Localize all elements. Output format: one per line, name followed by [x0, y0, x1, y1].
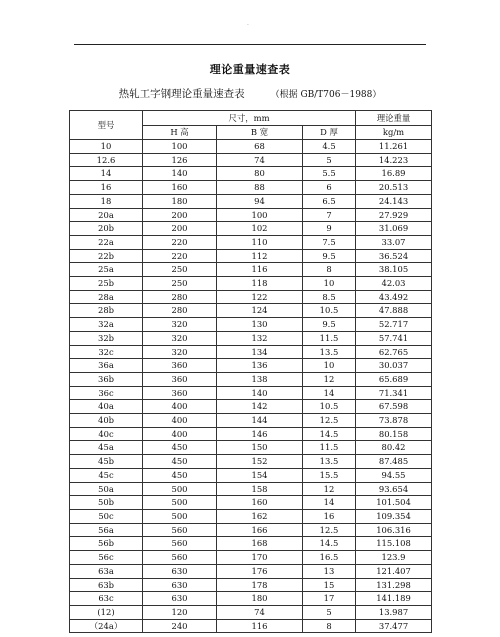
- cell-height: 630: [143, 578, 217, 592]
- cell-width: 166: [217, 523, 303, 537]
- cell-model: 50c: [70, 509, 143, 523]
- cell-thickness: 15.5: [303, 468, 356, 482]
- table-row: [70, 331, 432, 345]
- cell-width: 124: [217, 304, 303, 318]
- table-body: [70, 140, 432, 633]
- table-row: [70, 277, 432, 291]
- cell-thickness: 6: [303, 181, 356, 195]
- cell-height: 400: [143, 400, 217, 414]
- cell-width: 142: [217, 400, 303, 414]
- cell-width: 138: [217, 372, 303, 386]
- header-weight: 理论重量: [356, 111, 432, 126]
- cell-thickness: 9.5: [303, 318, 356, 332]
- cell-height: 360: [143, 386, 217, 400]
- cell-height: 630: [143, 564, 217, 578]
- cell-height: 100: [143, 140, 217, 154]
- cell-model: 40b: [70, 414, 143, 428]
- cell-height: 280: [143, 290, 217, 304]
- cell-weight: 47.888: [356, 304, 432, 318]
- cell-width: 122: [217, 290, 303, 304]
- cell-height: 220: [143, 249, 217, 263]
- table-row: [70, 359, 432, 373]
- table-row: [70, 564, 432, 578]
- cell-thickness: 10: [303, 277, 356, 291]
- cell-weight: 94.55: [356, 468, 432, 482]
- cell-width: 80: [217, 167, 303, 181]
- cell-weight: 141.189: [356, 592, 432, 606]
- cell-thickness: 12.5: [303, 523, 356, 537]
- cell-thickness: 6.5: [303, 194, 356, 208]
- cell-height: 200: [143, 222, 217, 236]
- cell-width: 152: [217, 455, 303, 469]
- top-mark: ·: [247, 22, 249, 29]
- cell-width: 100: [217, 208, 303, 222]
- cell-weight: 62.765: [356, 345, 432, 359]
- cell-thickness: 5.5: [303, 167, 356, 181]
- cell-width: 134: [217, 345, 303, 359]
- cell-width: 154: [217, 468, 303, 482]
- table-row: [70, 496, 432, 510]
- table-title: 热轧工字钢理论重量速查表: [118, 88, 245, 100]
- cell-height: 500: [143, 496, 217, 510]
- cell-weight: 42.03: [356, 277, 432, 291]
- cell-thickness: 17: [303, 592, 356, 606]
- cell-model: 45a: [70, 441, 143, 455]
- cell-thickness: 8.5: [303, 290, 356, 304]
- cell-model: 56c: [70, 551, 143, 565]
- cell-model: 22b: [70, 249, 143, 263]
- header-rule: [74, 44, 426, 45]
- cell-weight: 57.741: [356, 331, 432, 345]
- cell-thickness: 14.5: [303, 427, 356, 441]
- cell-model: 63b: [70, 578, 143, 592]
- cell-model: 36b: [70, 372, 143, 386]
- cell-height: 250: [143, 277, 217, 291]
- table-title-line: [0, 86, 500, 101]
- cell-weight: 101.504: [356, 496, 432, 510]
- table-row: [70, 578, 432, 592]
- cell-weight: 30.037: [356, 359, 432, 373]
- cell-thickness: 14: [303, 496, 356, 510]
- cell-width: 170: [217, 551, 303, 565]
- cell-model: 56b: [70, 537, 143, 551]
- header-d: D 厚: [303, 126, 356, 140]
- cell-thickness: 14: [303, 386, 356, 400]
- table-row: [70, 400, 432, 414]
- cell-weight: 33.07: [356, 235, 432, 249]
- cell-height: 200: [143, 208, 217, 222]
- cell-height: 360: [143, 359, 217, 373]
- cell-model: 18: [70, 194, 143, 208]
- table-row: [70, 523, 432, 537]
- cell-width: 136: [217, 359, 303, 373]
- cell-model: 32b: [70, 331, 143, 345]
- table-row: [70, 345, 432, 359]
- cell-thickness: 7.5: [303, 235, 356, 249]
- cell-height: 450: [143, 455, 217, 469]
- cell-thickness: 5: [303, 605, 356, 619]
- cell-height: 400: [143, 414, 217, 428]
- cell-width: 178: [217, 578, 303, 592]
- cell-weight: 27.929: [356, 208, 432, 222]
- cell-thickness: 16: [303, 509, 356, 523]
- cell-weight: 37.477: [356, 619, 432, 633]
- table-row: [70, 194, 432, 208]
- cell-weight: 71.341: [356, 386, 432, 400]
- cell-model: 45b: [70, 455, 143, 469]
- cell-thickness: 10.5: [303, 400, 356, 414]
- table-row: [70, 372, 432, 386]
- cell-height: 450: [143, 468, 217, 482]
- cell-height: 180: [143, 194, 217, 208]
- table-row: [70, 208, 432, 222]
- cell-thickness: 9: [303, 222, 356, 236]
- cell-thickness: 8: [303, 263, 356, 277]
- table-row: [70, 427, 432, 441]
- cell-width: 116: [217, 263, 303, 277]
- table-row: [70, 386, 432, 400]
- cell-weight: 31.069: [356, 222, 432, 236]
- cell-height: 400: [143, 427, 217, 441]
- cell-weight: 38.105: [356, 263, 432, 277]
- cell-thickness: 12: [303, 482, 356, 496]
- cell-width: 162: [217, 509, 303, 523]
- cell-width: 180: [217, 592, 303, 606]
- cell-model: 25b: [70, 277, 143, 291]
- cell-height: 560: [143, 551, 217, 565]
- table-row: [70, 455, 432, 469]
- cell-width: 176: [217, 564, 303, 578]
- cell-weight: 106.316: [356, 523, 432, 537]
- cell-width: 110: [217, 235, 303, 249]
- cell-model: 28b: [70, 304, 143, 318]
- cell-width: 94: [217, 194, 303, 208]
- cell-model: 63a: [70, 564, 143, 578]
- i-beam-weight-table: [69, 110, 432, 633]
- table-header: [70, 111, 432, 140]
- table-row: [70, 235, 432, 249]
- header-weight-unit: kg/m: [356, 126, 432, 140]
- cell-height: 126: [143, 153, 217, 167]
- table-row: [70, 304, 432, 318]
- cell-model: 12.6: [70, 153, 143, 167]
- standard-note: （根据 GB/T706－1988）: [270, 90, 382, 100]
- cell-width: 158: [217, 482, 303, 496]
- cell-thickness: 11.5: [303, 331, 356, 345]
- cell-weight: 52.717: [356, 318, 432, 332]
- cell-width: 144: [217, 414, 303, 428]
- cell-width: 130: [217, 318, 303, 332]
- cell-width: 150: [217, 441, 303, 455]
- cell-weight: 36.524: [356, 249, 432, 263]
- table-row: [70, 619, 432, 633]
- doc-title: 理论重量速查表: [209, 63, 291, 76]
- cell-thickness: 7: [303, 208, 356, 222]
- cell-width: 112: [217, 249, 303, 263]
- cell-model: 20a: [70, 208, 143, 222]
- cell-weight: 80.158: [356, 427, 432, 441]
- cell-model: 16: [70, 181, 143, 195]
- cell-thickness: 8: [303, 619, 356, 633]
- cell-width: 118: [217, 277, 303, 291]
- cell-model: 28a: [70, 290, 143, 304]
- cell-width: 68: [217, 140, 303, 154]
- cell-height: 630: [143, 592, 217, 606]
- cell-weight: 67.598: [356, 400, 432, 414]
- cell-thickness: 12.5: [303, 414, 356, 428]
- table-row: [70, 249, 432, 263]
- cell-width: 146: [217, 427, 303, 441]
- cell-height: 120: [143, 605, 217, 619]
- cell-height: 140: [143, 167, 217, 181]
- cell-thickness: 12: [303, 372, 356, 386]
- cell-weight: 65.689: [356, 372, 432, 386]
- cell-model: 25a: [70, 263, 143, 277]
- table-row: [70, 414, 432, 428]
- table-row: [70, 482, 432, 496]
- cell-model: 36c: [70, 386, 143, 400]
- cell-height: 240: [143, 619, 217, 633]
- cell-weight: 80.42: [356, 441, 432, 455]
- table-row: [70, 222, 432, 236]
- cell-height: 560: [143, 537, 217, 551]
- cell-thickness: 5: [303, 153, 356, 167]
- cell-height: 500: [143, 509, 217, 523]
- cell-weight: 14.223: [356, 153, 432, 167]
- table-row: [70, 592, 432, 606]
- cell-model: 40a: [70, 400, 143, 414]
- cell-model: 56a: [70, 523, 143, 537]
- cell-height: 160: [143, 181, 217, 195]
- cell-model: 32a: [70, 318, 143, 332]
- cell-model: 50b: [70, 496, 143, 510]
- cell-width: 88: [217, 181, 303, 195]
- cell-model: 36a: [70, 359, 143, 373]
- cell-thickness: 13.5: [303, 345, 356, 359]
- cell-weight: 43.492: [356, 290, 432, 304]
- cell-width: 140: [217, 386, 303, 400]
- cell-weight: 11.261: [356, 140, 432, 154]
- cell-width: 160: [217, 496, 303, 510]
- cell-model: （24a）: [70, 619, 143, 633]
- cell-height: 500: [143, 482, 217, 496]
- table-row: [70, 551, 432, 565]
- cell-weight: 20.513: [356, 181, 432, 195]
- cell-width: 132: [217, 331, 303, 345]
- cell-height: 360: [143, 372, 217, 386]
- cell-weight: 121.407: [356, 564, 432, 578]
- table-row: [70, 263, 432, 277]
- cell-thickness: 14.5: [303, 537, 356, 551]
- table-row: [70, 140, 432, 154]
- cell-thickness: 13: [303, 564, 356, 578]
- cell-model: 20b: [70, 222, 143, 236]
- table-row: [70, 167, 432, 181]
- cell-thickness: 4.5: [303, 140, 356, 154]
- cell-weight: 24.143: [356, 194, 432, 208]
- cell-thickness: 10.5: [303, 304, 356, 318]
- cell-weight: 73.878: [356, 414, 432, 428]
- header-model: 型号: [70, 111, 143, 140]
- table-row: [70, 153, 432, 167]
- cell-height: 450: [143, 441, 217, 455]
- cell-height: 320: [143, 318, 217, 332]
- table-row: [70, 181, 432, 195]
- cell-width: 74: [217, 153, 303, 167]
- cell-width: 74: [217, 605, 303, 619]
- cell-thickness: 15: [303, 578, 356, 592]
- cell-model: 50a: [70, 482, 143, 496]
- cell-height: 250: [143, 263, 217, 277]
- cell-height: 280: [143, 304, 217, 318]
- cell-weight: 131.298: [356, 578, 432, 592]
- table-row: [70, 509, 432, 523]
- cell-height: 320: [143, 345, 217, 359]
- table-row: [70, 605, 432, 619]
- table-row: [70, 537, 432, 551]
- cell-weight: 16.89: [356, 167, 432, 181]
- cell-thickness: 13.5: [303, 455, 356, 469]
- cell-model: 32c: [70, 345, 143, 359]
- cell-width: 116: [217, 619, 303, 633]
- table-row: [70, 468, 432, 482]
- cell-width: 102: [217, 222, 303, 236]
- cell-model: 63c: [70, 592, 143, 606]
- header-b: B 宽: [217, 126, 303, 140]
- cell-weight: 87.485: [356, 455, 432, 469]
- table-row: [70, 318, 432, 332]
- table-row: [70, 441, 432, 455]
- cell-thickness: 16.5: [303, 551, 356, 565]
- header-h: H 高: [143, 126, 217, 140]
- cell-model: (12): [70, 605, 143, 619]
- cell-model: 10: [70, 140, 143, 154]
- cell-weight: 93.654: [356, 482, 432, 496]
- cell-width: 168: [217, 537, 303, 551]
- cell-weight: 109.354: [356, 509, 432, 523]
- cell-model: 22a: [70, 235, 143, 249]
- cell-model: 45c: [70, 468, 143, 482]
- cell-height: 320: [143, 331, 217, 345]
- cell-thickness: 10: [303, 359, 356, 373]
- cell-weight: 13.987: [356, 605, 432, 619]
- cell-model: 14: [70, 167, 143, 181]
- table-row: [70, 290, 432, 304]
- cell-weight: 123.9: [356, 551, 432, 565]
- cell-thickness: 11.5: [303, 441, 356, 455]
- cell-height: 560: [143, 523, 217, 537]
- header-dimensions: 尺寸，mm: [143, 111, 356, 126]
- cell-height: 220: [143, 235, 217, 249]
- cell-model: 40c: [70, 427, 143, 441]
- cell-thickness: 9.5: [303, 249, 356, 263]
- cell-weight: 115.108: [356, 537, 432, 551]
